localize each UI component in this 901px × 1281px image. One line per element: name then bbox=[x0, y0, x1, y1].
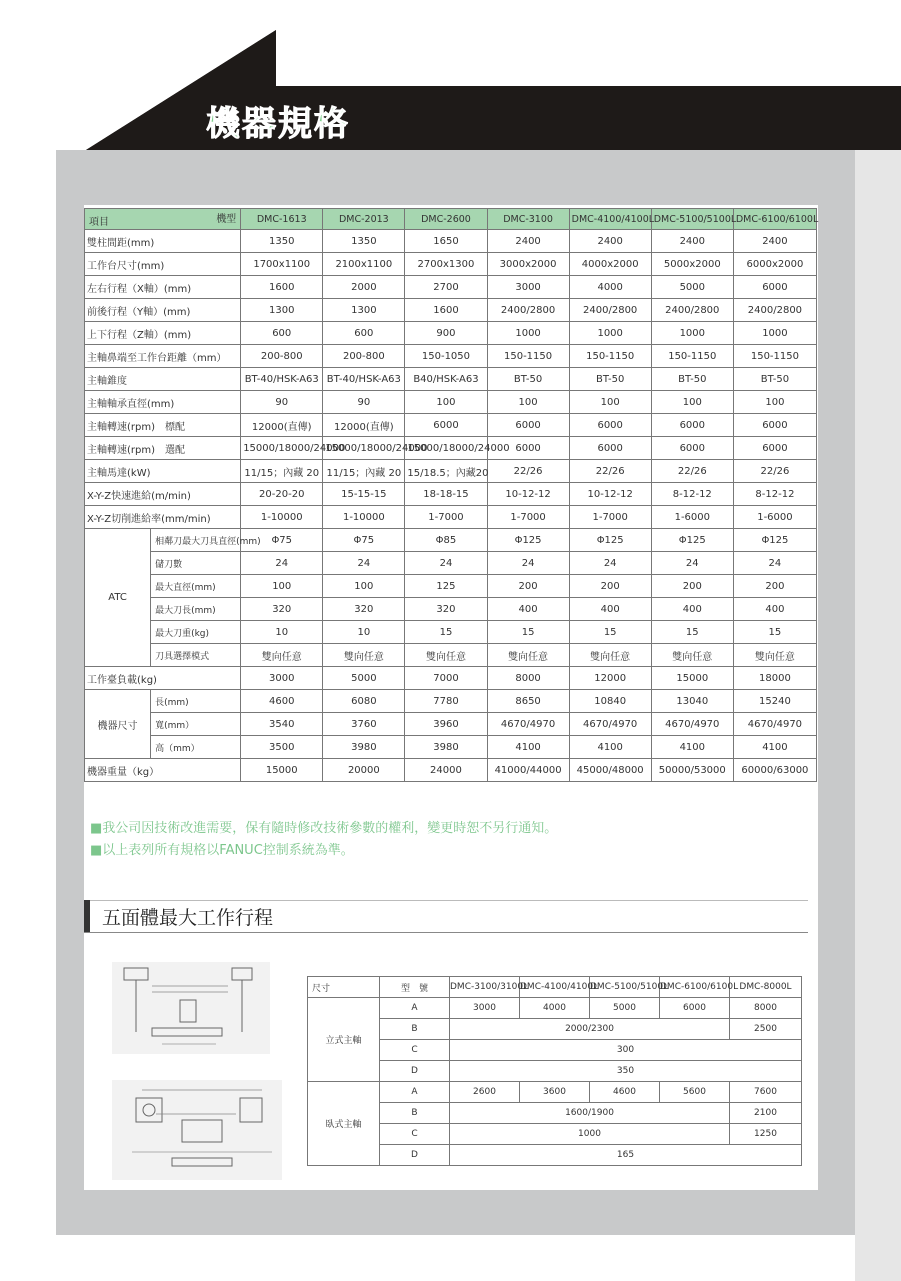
stroke-value: 3000 bbox=[450, 998, 520, 1019]
spec-value: 6000 bbox=[651, 414, 733, 437]
spec-value: 12000 bbox=[569, 667, 651, 690]
spec-value: 1650 bbox=[405, 230, 487, 253]
spec-value: 600 bbox=[241, 322, 323, 345]
model-header: DMC-1613 bbox=[241, 209, 323, 230]
stroke-row bbox=[308, 1124, 802, 1145]
spec-value: 150-1150 bbox=[733, 345, 816, 368]
spec-value: 15/18.5；內藏20 bbox=[405, 460, 487, 483]
corner-model-label: 機型 bbox=[216, 214, 237, 225]
spec-row bbox=[85, 667, 817, 690]
spec-value: 10-12-12 bbox=[569, 483, 651, 506]
spec-row-label: 前後行程（Y軸）(mm) bbox=[85, 299, 241, 322]
spec-row-label: 機器重量（kg） bbox=[85, 759, 241, 782]
stroke-value: 5600 bbox=[660, 1082, 730, 1103]
spec-value: 200 bbox=[733, 575, 816, 598]
spec-value: 12000(直傳) bbox=[323, 414, 405, 437]
spec-value: 3000x2000 bbox=[487, 253, 569, 276]
size-row-label: 高（mm） bbox=[151, 736, 241, 759]
spec-value: 4100 bbox=[651, 736, 733, 759]
stroke-value: 1250 bbox=[730, 1124, 802, 1145]
spec-value: 4670/4970 bbox=[733, 713, 816, 736]
spec-value: 100 bbox=[651, 391, 733, 414]
spec-value: 20000 bbox=[323, 759, 405, 782]
stroke-header-row bbox=[308, 977, 802, 998]
spec-value: 5000 bbox=[323, 667, 405, 690]
model-header: DMC-3100 bbox=[487, 209, 569, 230]
stroke-row bbox=[308, 998, 802, 1019]
stroke-value: 2600 bbox=[450, 1082, 520, 1103]
spec-value: 100 bbox=[733, 391, 816, 414]
stroke-model: DMC-5100/5100L bbox=[590, 977, 660, 998]
spec-value: 10-12-12 bbox=[487, 483, 569, 506]
spec-row-label: 雙柱間距(mm) bbox=[85, 230, 241, 253]
spec-row-label: 主軸轉速(rpm) 選配 bbox=[85, 437, 241, 460]
spec-value: 雙向任意 bbox=[733, 644, 816, 667]
stroke-row bbox=[308, 1145, 802, 1166]
atc-row-label: 最大直徑(mm) bbox=[151, 575, 241, 598]
atc-row-label: 最大刀重(kg) bbox=[151, 621, 241, 644]
page-title: 機器規格 bbox=[206, 104, 350, 144]
spec-value: BT-50 bbox=[487, 368, 569, 391]
spec-value: 50000/53000 bbox=[651, 759, 733, 782]
spec-value: 2700x1300 bbox=[405, 253, 487, 276]
spec-value: 4670/4970 bbox=[569, 713, 651, 736]
spec-value: Φ125 bbox=[651, 529, 733, 552]
spec-value: 4100 bbox=[569, 736, 651, 759]
spec-value: 1-6000 bbox=[733, 506, 816, 529]
spec-value: 15240 bbox=[733, 690, 816, 713]
spec-value: B40/HSK-A63 bbox=[405, 368, 487, 391]
model-header: DMC-2600 bbox=[405, 209, 487, 230]
stroke-value-merged: 1000 bbox=[450, 1124, 730, 1145]
spec-value: 320 bbox=[323, 598, 405, 621]
section-heading-bar bbox=[84, 900, 90, 932]
spec-value: 24 bbox=[323, 552, 405, 575]
stroke-row bbox=[308, 1040, 802, 1061]
spec-row bbox=[85, 621, 817, 644]
spec-value: 24 bbox=[569, 552, 651, 575]
atc-row-label: 最大刀長(mm) bbox=[151, 598, 241, 621]
spec-row bbox=[85, 276, 817, 299]
spec-value: 8-12-12 bbox=[733, 483, 816, 506]
spec-header-row bbox=[85, 209, 817, 230]
notes bbox=[90, 818, 557, 862]
spec-value: 320 bbox=[405, 598, 487, 621]
spec-value: 2000 bbox=[323, 276, 405, 299]
spec-value: 18-18-15 bbox=[405, 483, 487, 506]
spec-value: 雙向任意 bbox=[323, 644, 405, 667]
spec-value: 24 bbox=[405, 552, 487, 575]
spec-value: Φ125 bbox=[569, 529, 651, 552]
spec-value: 24000 bbox=[405, 759, 487, 782]
spec-value: 15 bbox=[651, 621, 733, 644]
spec-value: 200 bbox=[487, 575, 569, 598]
spec-value: 雙向任意 bbox=[405, 644, 487, 667]
spec-value: 6000 bbox=[651, 437, 733, 460]
spec-value: 15000/18000/24000 bbox=[405, 437, 487, 460]
spec-value: Φ125 bbox=[487, 529, 569, 552]
stroke-letter: D bbox=[380, 1061, 450, 1082]
model-header: DMC-4100/4100L bbox=[569, 209, 651, 230]
spec-value: Φ85 bbox=[405, 529, 487, 552]
size-group-label: 機器尺寸 bbox=[85, 690, 151, 759]
model-header: DMC-5100/5100L bbox=[651, 209, 733, 230]
spec-value: 2400 bbox=[651, 230, 733, 253]
spec-row-label: 主軸錐度 bbox=[85, 368, 241, 391]
vertical-spindle-drawing bbox=[112, 962, 270, 1054]
spec-table bbox=[84, 208, 817, 782]
spec-value: 雙向任意 bbox=[241, 644, 323, 667]
stroke-value: 5000 bbox=[590, 998, 660, 1019]
spec-value: 5000 bbox=[651, 276, 733, 299]
spec-value: 1-10000 bbox=[323, 506, 405, 529]
spec-value: 3000 bbox=[487, 276, 569, 299]
stroke-value: 6000 bbox=[660, 998, 730, 1019]
stroke-value-merged: 2000/2300 bbox=[450, 1019, 730, 1040]
spec-value: 4000x2000 bbox=[569, 253, 651, 276]
spec-value: 3760 bbox=[323, 713, 405, 736]
spec-value: 15 bbox=[733, 621, 816, 644]
note-1: ■我公司因技術改進需要，保有隨時修改技術參數的權利，變更時恕不另行通知。 bbox=[90, 821, 558, 836]
spec-value: 1-10000 bbox=[241, 506, 323, 529]
stroke-value: 8000 bbox=[730, 998, 802, 1019]
spec-value: 1000 bbox=[733, 322, 816, 345]
spec-value: 10 bbox=[323, 621, 405, 644]
stroke-letter: C bbox=[380, 1040, 450, 1061]
spec-row bbox=[85, 506, 817, 529]
spec-row-label: X-Y-Z切削進給率(mm/min) bbox=[85, 506, 241, 529]
spec-row-label: 主軸軸承直徑(mm) bbox=[85, 391, 241, 414]
spec-row-label: 左右行程（X軸）(mm) bbox=[85, 276, 241, 299]
spec-corner-cell bbox=[85, 209, 241, 230]
spec-value: 1700x1100 bbox=[241, 253, 323, 276]
spec-value: 100 bbox=[487, 391, 569, 414]
spec-row bbox=[85, 391, 817, 414]
spec-value: 4000 bbox=[569, 276, 651, 299]
spec-value: 90 bbox=[323, 391, 405, 414]
spec-value: 5000x2000 bbox=[651, 253, 733, 276]
spec-value: 雙向任意 bbox=[651, 644, 733, 667]
spec-value: 22/26 bbox=[651, 460, 733, 483]
spec-row bbox=[85, 345, 817, 368]
spec-row-label: 主軸馬達(kW) bbox=[85, 460, 241, 483]
spec-value: 7780 bbox=[405, 690, 487, 713]
spec-value: 24 bbox=[733, 552, 816, 575]
spec-value: 200-800 bbox=[241, 345, 323, 368]
spec-row bbox=[85, 529, 817, 552]
spec-value: 2400 bbox=[487, 230, 569, 253]
model-header: DMC-6100/6100L bbox=[733, 209, 816, 230]
stroke-row bbox=[308, 1019, 802, 1040]
spec-value: 1-7000 bbox=[569, 506, 651, 529]
spec-value: 3500 bbox=[241, 736, 323, 759]
spec-value: 400 bbox=[487, 598, 569, 621]
spec-value: 3980 bbox=[323, 736, 405, 759]
spec-value: BT-50 bbox=[569, 368, 651, 391]
size-row-label: 寬(mm） bbox=[151, 713, 241, 736]
spec-value: 2400 bbox=[569, 230, 651, 253]
stroke-value: 2100 bbox=[730, 1103, 802, 1124]
spec-value: 6080 bbox=[323, 690, 405, 713]
spec-value: 15000/18000/24000 bbox=[323, 437, 405, 460]
spec-value: 1000 bbox=[487, 322, 569, 345]
spec-value: 4100 bbox=[733, 736, 816, 759]
spec-value: 4100 bbox=[487, 736, 569, 759]
spec-value: 1600 bbox=[241, 276, 323, 299]
spec-value: 2400/2800 bbox=[733, 299, 816, 322]
spec-value: 8650 bbox=[487, 690, 569, 713]
spec-value: 18000 bbox=[733, 667, 816, 690]
spec-value: 6000 bbox=[487, 414, 569, 437]
spec-value: 100 bbox=[405, 391, 487, 414]
spec-value: 41000/44000 bbox=[487, 759, 569, 782]
spec-value: BT-50 bbox=[651, 368, 733, 391]
stroke-value: 4000 bbox=[520, 998, 590, 1019]
spec-value: 150-1150 bbox=[487, 345, 569, 368]
spec-value: 15-15-15 bbox=[323, 483, 405, 506]
spec-value: 15 bbox=[569, 621, 651, 644]
spec-value: 3000 bbox=[241, 667, 323, 690]
corner-item-label: 項目 bbox=[89, 217, 109, 228]
spec-value: 22/26 bbox=[733, 460, 816, 483]
spec-value: 1600 bbox=[405, 299, 487, 322]
stroke-letter: C bbox=[380, 1124, 450, 1145]
spec-value: 6000 bbox=[733, 276, 816, 299]
spec-value: 15000 bbox=[241, 759, 323, 782]
spec-row bbox=[85, 644, 817, 667]
spec-value: 3980 bbox=[405, 736, 487, 759]
spec-value: BT-40/HSK-A63 bbox=[323, 368, 405, 391]
spec-value: 2400 bbox=[733, 230, 816, 253]
spec-value: 6000x2000 bbox=[733, 253, 816, 276]
spec-value: 150-1150 bbox=[651, 345, 733, 368]
spec-value: Φ75 bbox=[241, 529, 323, 552]
spec-value: 150-1150 bbox=[569, 345, 651, 368]
spec-value: 60000/63000 bbox=[733, 759, 816, 782]
spec-value: 2400/2800 bbox=[569, 299, 651, 322]
spec-value: 1-7000 bbox=[487, 506, 569, 529]
spec-value: 1300 bbox=[241, 299, 323, 322]
spec-row-label: 工作臺負載(kg) bbox=[85, 667, 241, 690]
spec-value: 125 bbox=[405, 575, 487, 598]
spec-row bbox=[85, 299, 817, 322]
spec-value: 320 bbox=[241, 598, 323, 621]
spec-row bbox=[85, 575, 817, 598]
spec-value: 200 bbox=[651, 575, 733, 598]
atc-row-label: 儲刀數 bbox=[151, 552, 241, 575]
spec-value: 90 bbox=[241, 391, 323, 414]
stroke-model: DMC-8000L bbox=[730, 977, 802, 998]
spec-value: 6000 bbox=[733, 414, 816, 437]
spec-value: 8000 bbox=[487, 667, 569, 690]
spec-row-label: 主軸轉速(rpm) 標配 bbox=[85, 414, 241, 437]
spec-value: 7000 bbox=[405, 667, 487, 690]
spec-row-label: 上下行程（Z軸）(mm) bbox=[85, 322, 241, 345]
spec-row bbox=[85, 552, 817, 575]
stroke-row bbox=[308, 1061, 802, 1082]
spec-value: 1350 bbox=[323, 230, 405, 253]
spec-value: 200-800 bbox=[323, 345, 405, 368]
stroke-letter: A bbox=[380, 998, 450, 1019]
spec-value: 2700 bbox=[405, 276, 487, 299]
spec-row-label: 主軸鼻端至工作台距離（mm） bbox=[85, 345, 241, 368]
stroke-letter: B bbox=[380, 1103, 450, 1124]
spec-value: 10 bbox=[241, 621, 323, 644]
stroke-letter: B bbox=[380, 1019, 450, 1040]
spec-row bbox=[85, 460, 817, 483]
spec-value: 1350 bbox=[241, 230, 323, 253]
stroke-row bbox=[308, 1103, 802, 1124]
spec-row bbox=[85, 759, 817, 782]
spec-row-label: X-Y-Z快速進給(m/min) bbox=[85, 483, 241, 506]
spec-value: 12000(直傳) bbox=[241, 414, 323, 437]
spec-value: 10840 bbox=[569, 690, 651, 713]
spec-value: 2400/2800 bbox=[487, 299, 569, 322]
size-row-label: 長(mm) bbox=[151, 690, 241, 713]
spec-row bbox=[85, 736, 817, 759]
header-wedge bbox=[0, 0, 901, 160]
stroke-model: DMC-3100/3100L bbox=[450, 977, 520, 998]
spec-value: 15000/18000/24000 bbox=[241, 437, 323, 460]
spec-value: 4670/4970 bbox=[487, 713, 569, 736]
spec-value: 1300 bbox=[323, 299, 405, 322]
spec-value: 1000 bbox=[569, 322, 651, 345]
spec-value: 1-6000 bbox=[651, 506, 733, 529]
spec-value: 6000 bbox=[405, 414, 487, 437]
stroke-model: DMC-6100/6100L bbox=[660, 977, 730, 998]
spec-value: 6000 bbox=[569, 414, 651, 437]
stroke-value-merged: 300 bbox=[450, 1040, 802, 1061]
stroke-letter: D bbox=[380, 1145, 450, 1166]
spec-value: 13040 bbox=[651, 690, 733, 713]
spec-value: 20-20-20 bbox=[241, 483, 323, 506]
spec-value: 22/26 bbox=[487, 460, 569, 483]
stroke-value: 7600 bbox=[730, 1082, 802, 1103]
horizontal-spindle-drawing bbox=[112, 1080, 282, 1180]
section-heading-rule bbox=[90, 900, 808, 901]
stroke-size-header: 尺寸 bbox=[308, 977, 380, 998]
spec-row bbox=[85, 253, 817, 276]
stroke-table bbox=[307, 976, 802, 1166]
spec-value: 6000 bbox=[487, 437, 569, 460]
spec-row bbox=[85, 414, 817, 437]
note-2: ■以上表列所有規格以FANUC控制系統為準。 bbox=[90, 843, 354, 858]
stroke-value: 4600 bbox=[590, 1082, 660, 1103]
spec-row bbox=[85, 368, 817, 391]
stroke-value: 3600 bbox=[520, 1082, 590, 1103]
stroke-value-merged: 165 bbox=[450, 1145, 802, 1166]
spec-value: Φ125 bbox=[733, 529, 816, 552]
spec-value: 3540 bbox=[241, 713, 323, 736]
spec-value: 22/26 bbox=[569, 460, 651, 483]
spec-value: 雙向任意 bbox=[487, 644, 569, 667]
spec-value: 1-7000 bbox=[405, 506, 487, 529]
model-header: DMC-2013 bbox=[323, 209, 405, 230]
spec-value: 150-1050 bbox=[405, 345, 487, 368]
stroke-value-merged: 350 bbox=[450, 1061, 802, 1082]
spec-value: 45000/48000 bbox=[569, 759, 651, 782]
spec-value: 200 bbox=[569, 575, 651, 598]
atc-group-label: ATC bbox=[85, 529, 151, 667]
spec-value: 4670/4970 bbox=[651, 713, 733, 736]
spec-value: 400 bbox=[569, 598, 651, 621]
atc-row-label: 刀具選擇模式 bbox=[151, 644, 241, 667]
spec-row-label: 工作台尺寸(mm) bbox=[85, 253, 241, 276]
stroke-value-merged: 1600/1900 bbox=[450, 1103, 730, 1124]
stroke-model-header: 型 號 bbox=[380, 977, 450, 998]
spec-row bbox=[85, 713, 817, 736]
vertical-spindle-label: 立式主軸 bbox=[308, 998, 380, 1082]
spec-value: 900 bbox=[405, 322, 487, 345]
stroke-value: 2500 bbox=[730, 1019, 802, 1040]
spec-value: 8-12-12 bbox=[651, 483, 733, 506]
spec-row bbox=[85, 322, 817, 345]
stroke-row bbox=[308, 1082, 802, 1103]
spec-row bbox=[85, 690, 817, 713]
spec-value: 雙向任意 bbox=[569, 644, 651, 667]
spec-value: 100 bbox=[569, 391, 651, 414]
spec-value: 24 bbox=[651, 552, 733, 575]
page-right-margin bbox=[855, 150, 901, 1281]
spec-value: 100 bbox=[323, 575, 405, 598]
section-heading-text: 五面體最大工作行程 bbox=[102, 907, 274, 929]
section-heading bbox=[84, 900, 808, 933]
spec-value: 2100x1100 bbox=[323, 253, 405, 276]
spec-value: 24 bbox=[241, 552, 323, 575]
spec-value: 15000 bbox=[651, 667, 733, 690]
spec-value: Φ75 bbox=[323, 529, 405, 552]
spec-value: 24 bbox=[487, 552, 569, 575]
spec-row bbox=[85, 230, 817, 253]
atc-row-label: 相鄰刀最大刀具直徑(mm) bbox=[151, 529, 241, 552]
spec-row bbox=[85, 437, 817, 460]
spec-value: 100 bbox=[241, 575, 323, 598]
stroke-model: DMC-4100/4100L bbox=[520, 977, 590, 998]
spec-value: 600 bbox=[323, 322, 405, 345]
spec-row bbox=[85, 483, 817, 506]
spec-value: 2400/2800 bbox=[651, 299, 733, 322]
spec-value: 6000 bbox=[733, 437, 816, 460]
spec-value: 400 bbox=[733, 598, 816, 621]
spec-value: 3960 bbox=[405, 713, 487, 736]
spec-value: 1000 bbox=[651, 322, 733, 345]
spec-row bbox=[85, 598, 817, 621]
spec-value: 400 bbox=[651, 598, 733, 621]
spec-value: 15 bbox=[405, 621, 487, 644]
spec-value: 6000 bbox=[569, 437, 651, 460]
stroke-letter: A bbox=[380, 1082, 450, 1103]
spec-value: 15 bbox=[487, 621, 569, 644]
spec-value: 11/15；內藏 20 bbox=[323, 460, 405, 483]
spec-value: BT-50 bbox=[733, 368, 816, 391]
spec-value: 11/15；內藏 20 bbox=[241, 460, 323, 483]
spec-value: 4600 bbox=[241, 690, 323, 713]
horizontal-spindle-label: 臥式主軸 bbox=[308, 1082, 380, 1166]
spec-value: BT-40/HSK-A63 bbox=[241, 368, 323, 391]
